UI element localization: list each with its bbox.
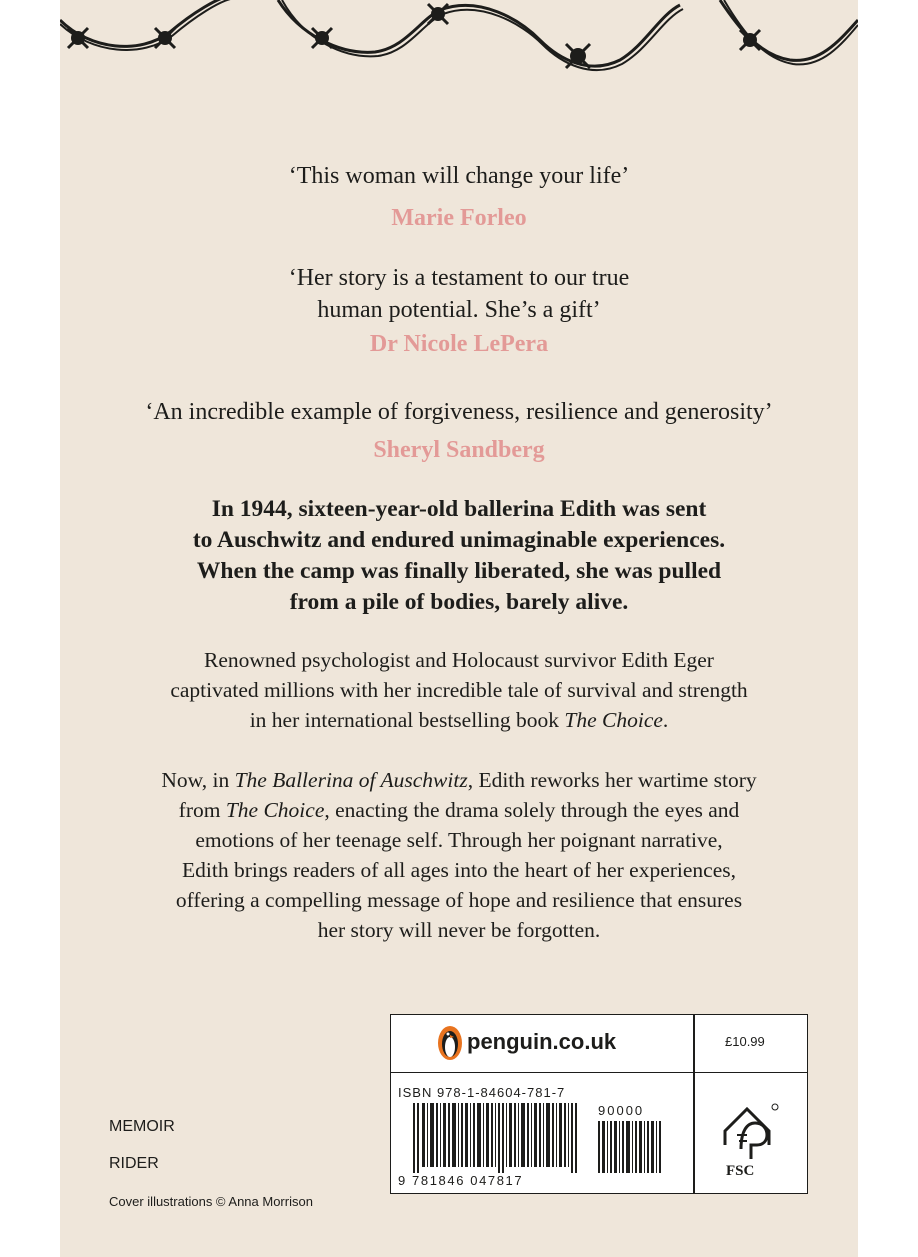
description-1-line-1: Renowned psychologist and Holocaust survivor Edith Eger	[204, 648, 714, 672]
barcode-digits: 9 781846 047817	[398, 1173, 524, 1188]
book-title: The Choice	[564, 708, 663, 732]
penguin-logo-icon	[437, 1025, 463, 1061]
blurb-line-2: to Auschwitz and endured unimaginable experiences.	[192, 527, 726, 553]
illustration-credit: Cover illustrations © Anna Morrison	[109, 1194, 313, 1209]
book-title: The Ballerina of Auschwitz	[234, 768, 468, 792]
barbed-wire-illustration	[60, 0, 858, 100]
description-2-line-1: Now, in The Ballerina of Auschwitz, Edith reworks her wartime story	[161, 768, 757, 792]
description-2-line-5: offering a compelling message of hope and resilience that ensures	[175, 888, 743, 912]
fsc-logo	[717, 1101, 781, 1179]
barcode-addon: 90000	[598, 1103, 645, 1118]
description-2-line-6: her story will never be forgotten.	[317, 918, 601, 942]
quote-3: ‘An incredible example of forgiveness, resilience and generosity’	[145, 399, 773, 425]
genre-label: MEMOIR	[109, 1118, 175, 1135]
quote-2-line-2: human potential. She’s a gift’	[317, 297, 601, 323]
publisher-website-link[interactable]: penguin.co.uk	[467, 1029, 617, 1054]
blurb-line-3: When the camp was finally liberated, she was pulled	[196, 558, 722, 584]
description-1-line-3: in her international bestselling book The Choice.	[249, 708, 669, 732]
fsc-tree-icon	[717, 1101, 781, 1165]
back-cover	[60, 0, 858, 1257]
book-title: The Choice	[225, 798, 325, 822]
blurb-line-4: from a pile of bodies, barely alive.	[289, 589, 629, 615]
blurb-line-1: In 1944, sixteen-year-old ballerina Edith was sent	[211, 496, 707, 522]
description-2-line-2: from The Choice, enacting the drama solely through the eyes and	[178, 798, 740, 822]
quote-3-author: Sheryl Sandberg	[373, 437, 545, 463]
isbn-label: ISBN 978-1-84604-781-7	[398, 1085, 566, 1100]
quote-2-line-1: ‘Her story is a testament to our true	[288, 265, 630, 291]
price-label: £10.99	[725, 1034, 765, 1049]
quote-1: ‘This woman will change your life’	[288, 163, 630, 189]
panel-divider	[693, 1015, 695, 1193]
barcode-panel	[390, 1014, 808, 1194]
description-2-line-3: emotions of her teenage self. Through her poignant narrative,	[195, 828, 723, 852]
fsc-label: FSC	[726, 1163, 755, 1179]
quote-2-author: Dr Nicole LePera	[369, 331, 549, 357]
description-1-line-2: captivated millions with her incredible tale of survival and strength	[170, 678, 748, 702]
publisher-label: RIDER	[109, 1155, 159, 1172]
description-2-line-4: Edith brings readers of all ages into the heart of her experiences,	[181, 858, 736, 882]
quote-1-author: Marie Forleo	[391, 205, 527, 231]
